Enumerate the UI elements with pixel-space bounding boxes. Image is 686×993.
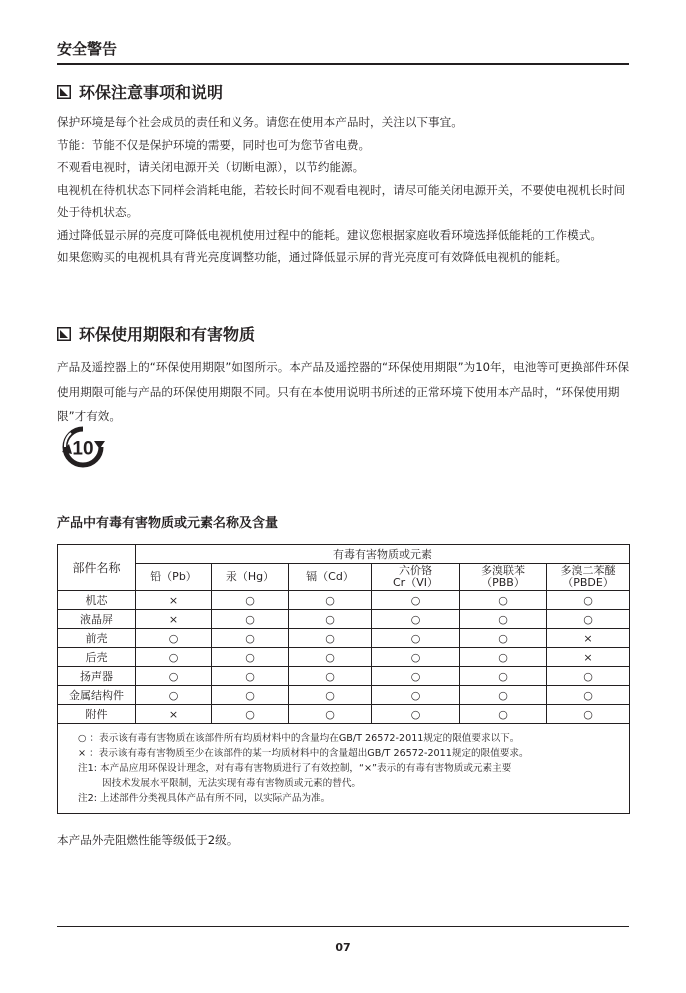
- table-title: 产品中有毒有害物质或元素名称及含量: [57, 516, 279, 531]
- flame-retardant-note: 本产品外壳阻燃性能等级低于2级。: [57, 833, 239, 847]
- paragraph: 节能：节能不仅是保护环境的需要，同时也可为您节省电费。: [57, 137, 371, 152]
- checkbox-bullet-icon: [57, 85, 71, 99]
- part-name-cell: 机芯: [58, 591, 136, 610]
- substance-mark-cell: ×: [136, 610, 212, 629]
- substance-mark-cell: ○: [460, 705, 547, 724]
- period-number: 10: [72, 438, 94, 460]
- page-section-title: 安全警告: [57, 40, 118, 58]
- substance-mark-cell: ○: [136, 648, 212, 667]
- note-1: 注1: 本产品应用环保设计理念，对有毒有害物质进行了有效控制，“×”表示的有毒有害物质或元素主要: [78, 763, 512, 774]
- substance-mark-cell: ○: [460, 629, 547, 648]
- section-heading-hazardous: [57, 322, 255, 345]
- substance-mark-cell: ○: [372, 629, 460, 648]
- substance-mark-cell: ○: [136, 686, 212, 705]
- section-heading-environment: [57, 80, 223, 103]
- part-name-cell: 前壳: [58, 629, 136, 648]
- part-name-cell: 液晶屏: [58, 610, 136, 629]
- checkbox-bullet-icon: [57, 327, 71, 341]
- environment-notes: [57, 111, 635, 269]
- table-row: [58, 629, 630, 648]
- substance-mark-cell: ○: [289, 686, 372, 705]
- paragraph: 通过降低显示屏的亮度可降低电视机使用过程中的能耗。建议您根据家庭收看环境选择低能耗的工作模式。: [57, 227, 602, 242]
- column-header-pbb: 多溴联苯 （PBB）: [460, 564, 547, 591]
- table-row: [58, 667, 630, 686]
- note-cross-legend: × ：表示该有毒有害物质至少在该部件的某一均质材料中的含量超出GB/T 26572-2011规定的限值要求。: [78, 748, 529, 759]
- part-name-cell: 后壳: [58, 648, 136, 667]
- paragraph: 如果您购买的电视机具有背光亮度调整功能，通过降低显示屏的背光亮度可有效降低电视机的能耗。: [57, 250, 568, 264]
- part-name-cell: 附件: [58, 705, 136, 724]
- substance-mark-cell: ○: [547, 686, 630, 705]
- substance-mark-cell: ○: [372, 648, 460, 667]
- substance-mark-cell: ○: [372, 610, 460, 629]
- paragraph: 不观看电视时，请关闭电源开关（切断电源），以节约能源。: [57, 160, 365, 174]
- substance-mark-cell: ×: [547, 648, 630, 667]
- substance-mark-cell: ○: [547, 591, 630, 610]
- table-row: [58, 610, 630, 629]
- substance-mark-cell: ○: [372, 686, 460, 705]
- substance-mark-cell: ○: [212, 610, 289, 629]
- note-circle-legend: ○ ：表示该有毒有害物质在该部件所有均质材料中的含量均在GB/T 26572-2011规定的限值要求以下。: [78, 733, 520, 744]
- table-row: [58, 686, 630, 705]
- substance-mark-cell: ○: [460, 591, 547, 610]
- substance-mark-cell: ○: [212, 648, 289, 667]
- substance-mark-cell: ○: [460, 610, 547, 629]
- footer-divider: [57, 926, 629, 927]
- substance-mark-cell: ×: [136, 591, 212, 610]
- substance-mark-cell: ○: [289, 591, 372, 610]
- substance-mark-cell: ○: [289, 629, 372, 648]
- note-2: 注2: 上述部件分类视具体产品有所不同，以实际产品为准。: [78, 793, 331, 804]
- part-name-cell: 金属结构件: [58, 686, 136, 705]
- substance-mark-cell: ○: [289, 648, 372, 667]
- substance-mark-cell: ○: [460, 686, 547, 705]
- substance-mark-cell: ○: [372, 705, 460, 724]
- substance-mark-cell: ○: [289, 705, 372, 724]
- substance-mark-cell: ○: [136, 629, 212, 648]
- table-row: [58, 591, 630, 610]
- header-divider: [57, 63, 629, 65]
- page-number: 07: [335, 941, 351, 954]
- substance-mark-cell: ○: [372, 667, 460, 686]
- substance-mark-cell: ○: [372, 591, 460, 610]
- paragraph: 电视机在待机状态下同样会消耗电能，若较长时间不观看电视时，请尽可能关闭电源开关，不要使电视机长时间处于待机状态。: [57, 182, 626, 219]
- substances-group-header: 有毒有害物质或元素: [136, 545, 630, 564]
- column-header-hg: 汞（Hg）: [212, 564, 289, 591]
- table-row: [58, 648, 630, 667]
- substance-mark-cell: ○: [460, 667, 547, 686]
- substance-mark-cell: ○: [547, 610, 630, 629]
- substance-mark-cell: ×: [136, 705, 212, 724]
- substance-mark-cell: ○: [547, 705, 630, 724]
- substance-mark-cell: ×: [547, 629, 630, 648]
- column-header-cr6: 六价铬 Cr（VI）: [372, 564, 460, 591]
- substance-mark-cell: ○: [212, 591, 289, 610]
- environmental-protection-use-period-icon: [60, 424, 106, 470]
- paragraph: 保护环境是每个社会成员的责任和义务。请您在使用本产品时，关注以下事宜。: [57, 115, 463, 129]
- table-notes: [58, 724, 630, 814]
- note-1-continued: 因技术发展水平限制，无法实现有毒有害物质或元素的替代。: [102, 778, 362, 789]
- eco-period-paragraph: 产品及遥控器上的“环保使用期限”如图所示。本产品及遥控器的“环保使用期限”为10年，电池等可更换部件环保使用期限可能与产品的环保使用期限不同。只有在本使用说明书所述的正常环境下使用本产品时，“环保使用期限”才有效。: [57, 360, 630, 423]
- substance-mark-cell: ○: [212, 686, 289, 705]
- substance-mark-cell: ○: [212, 667, 289, 686]
- column-header-pbde: 多溴二苯醚 （PBDE）: [547, 564, 630, 591]
- part-name-cell: 扬声器: [58, 667, 136, 686]
- substance-mark-cell: ○: [460, 648, 547, 667]
- substance-mark-cell: ○: [547, 667, 630, 686]
- substance-mark-cell: ○: [212, 629, 289, 648]
- substance-mark-cell: ○: [289, 667, 372, 686]
- section-heading-text: 环保注意事项和说明: [79, 83, 224, 102]
- section-heading-text: 环保使用期限和有害物质: [79, 325, 256, 344]
- substance-mark-cell: ○: [136, 667, 212, 686]
- column-header-pb: 铅（Pb）: [136, 564, 212, 591]
- substance-mark-cell: ○: [212, 705, 289, 724]
- table-row: [58, 705, 630, 724]
- substance-mark-cell: ○: [289, 610, 372, 629]
- hazardous-substances-table: [57, 544, 630, 814]
- part-name-header: 部件名称: [58, 545, 136, 591]
- column-header-cd: 镉（Cd）: [289, 564, 372, 591]
